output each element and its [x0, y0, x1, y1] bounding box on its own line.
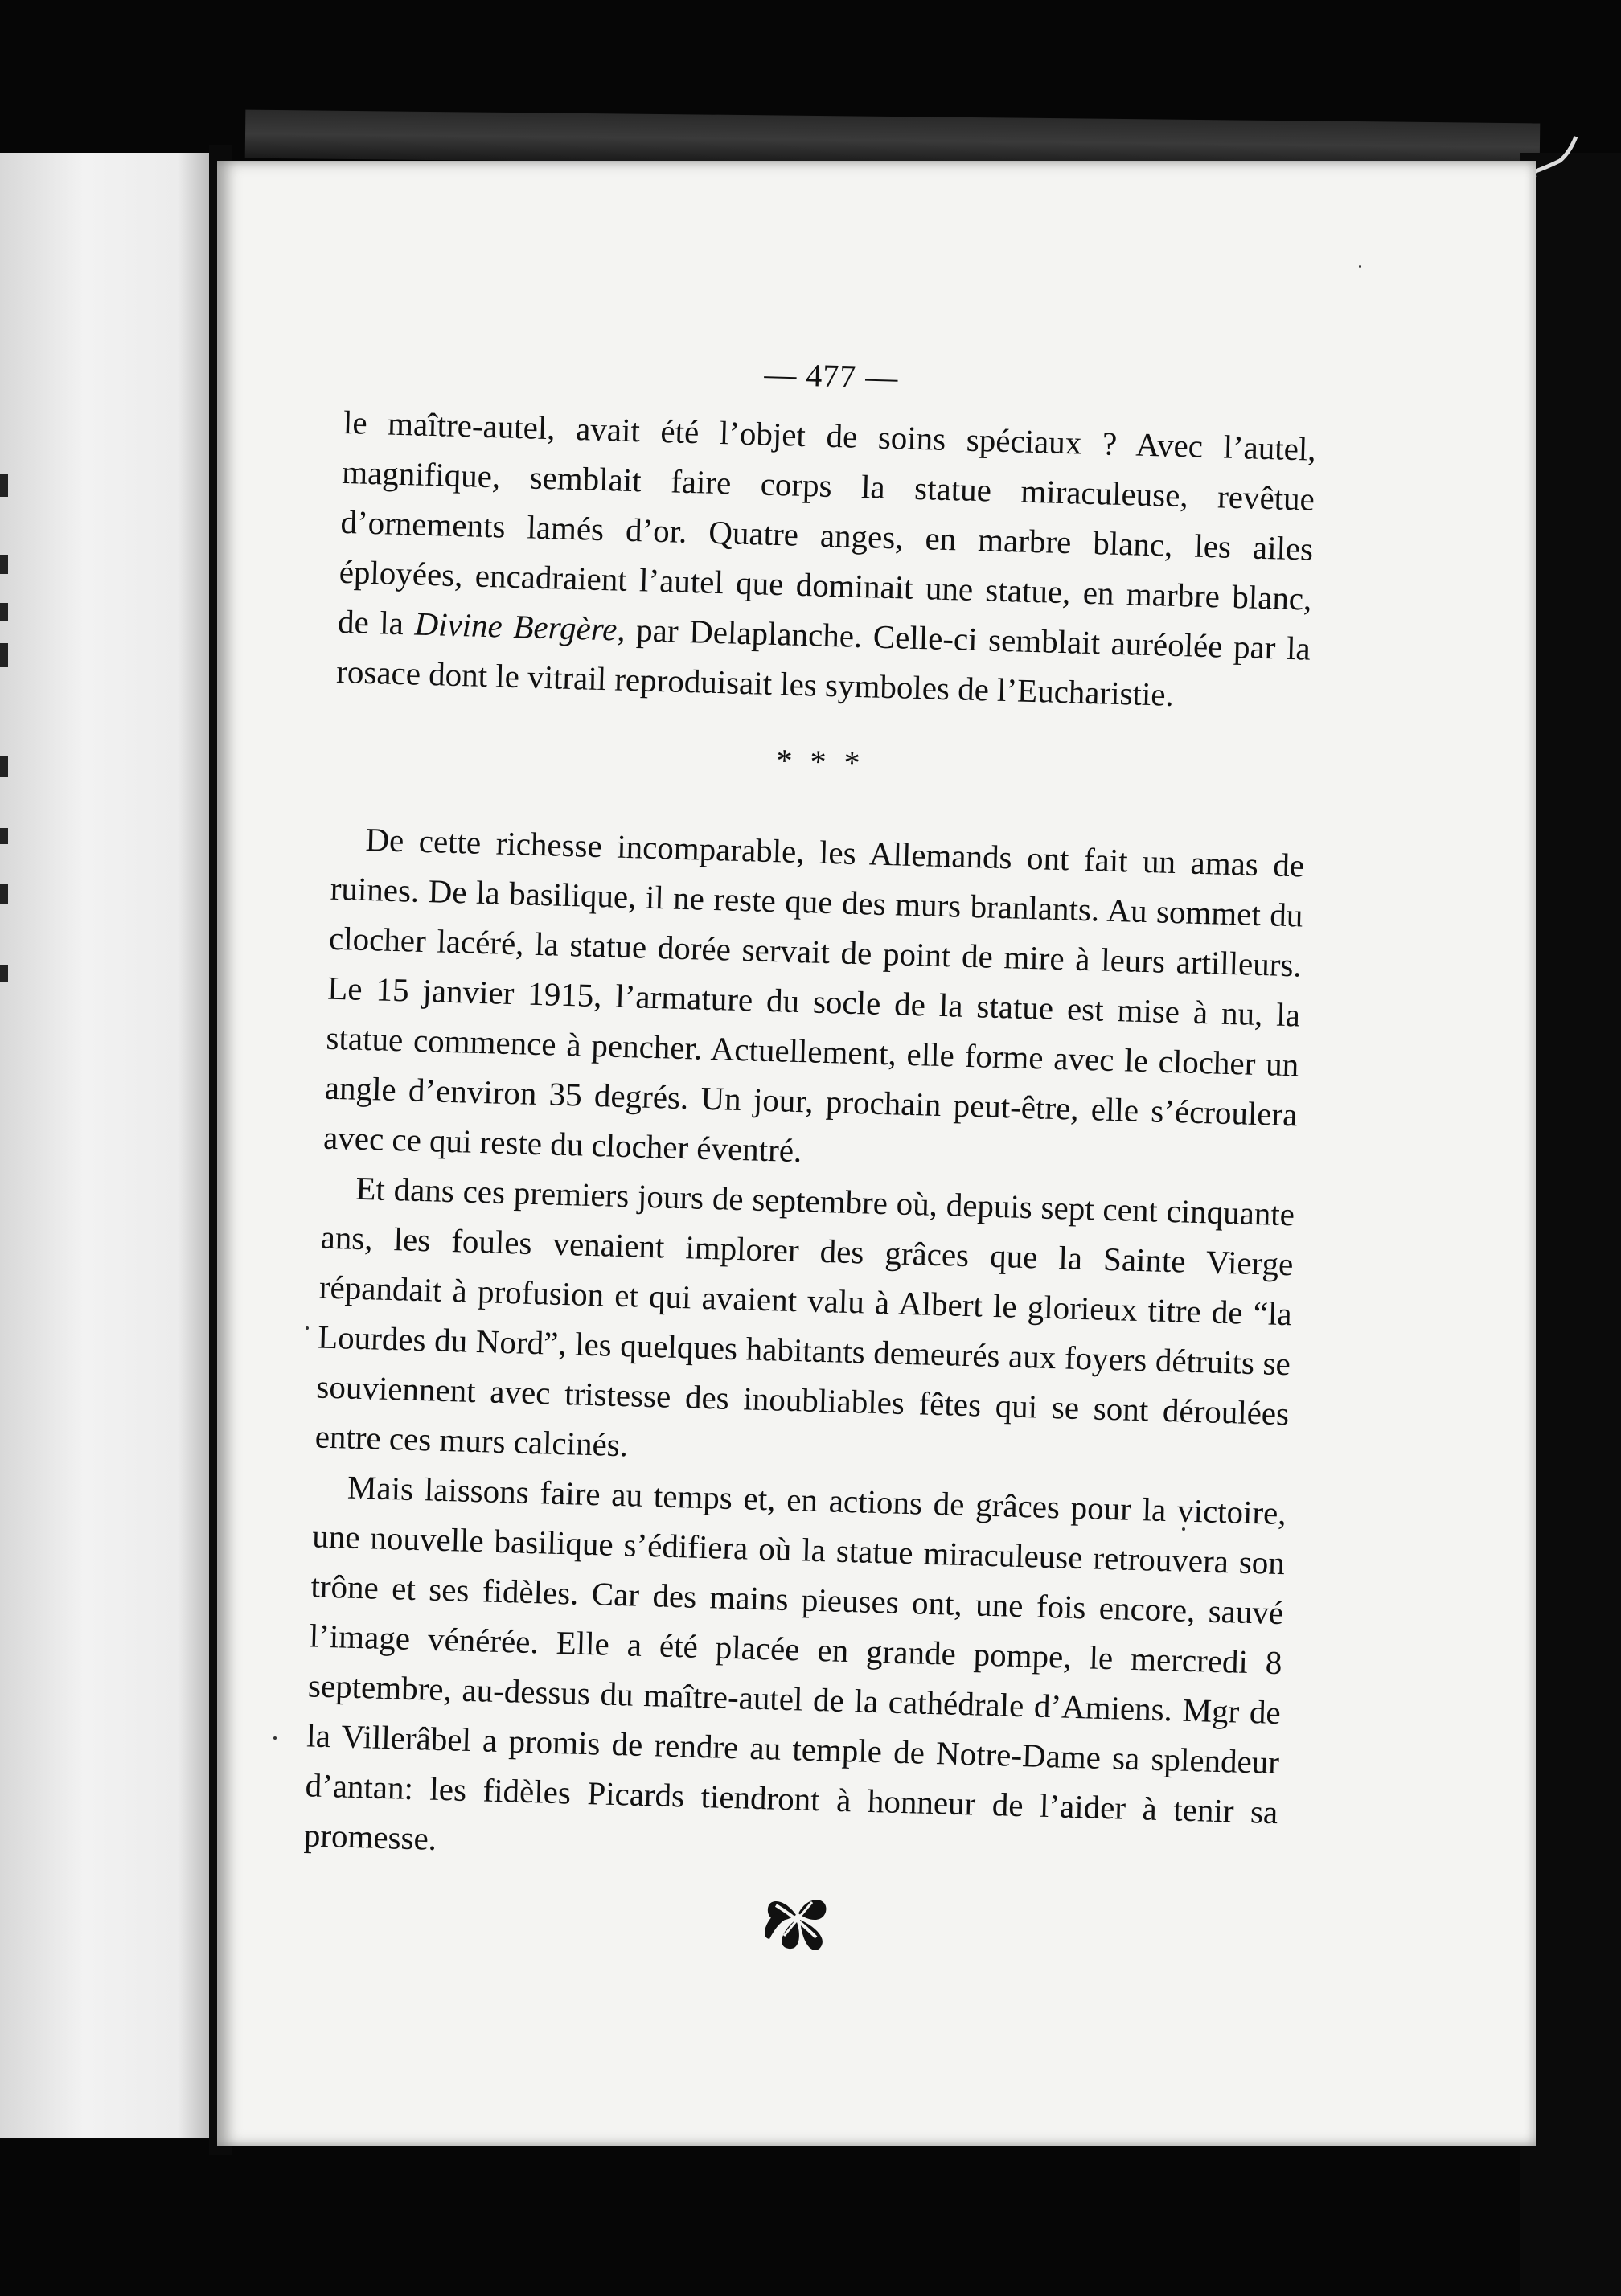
paragraph-1-text: le maître-autel, avait été l’objet de soins spéciaux ? Avec l’autel, magnifique, semblait faire corps la statue miraculeuse, revêtue d’ornements lamés d’or. Quatre anges, en marbre blanc, les ailes éployées, encadraient l’autel que dominait une statue, en marbre blanc, de la	[337, 403, 1317, 642]
paragraph-1-tail: par Delaplanche. Celle-ci semblait auréolée par la rosace dont le vitrail reproduisait les symboles de l’Eucharistie.	[335, 610, 1311, 713]
paragraph-september: Et dans ces premiers jours de septembre où, depuis sept cent cinquante ans, les foules venaient implorer des grâces que la Sainte Vierge répandait à profusion et qui avaient valu à Albert le glorieux titre de “la Lourdes du Nord”, les quelques habitants demeurés aux foyers détruits se souviennent avec tristesse des inoubliables fêtes qui se sont déroulées entre ces murs calcinés.	[314, 1169, 1295, 1464]
paragraph-new-basilica: Mais laissons faire au temps et, en actions de grâces pour la victoire, une nouvelle basilique s’édifiera où la statue miraculeuse retrouvera son trône et ses fidèles. Car des mains pieuses ont, une fois encore, sauvé l’image vénérée. Elle a été placée en grande pompe, le mercredi 8 septembre, au-dessus du maître-autel de la cathédrale d’Amiens. Mgr de la Villerâbel a promis de rendre au temple de Notre-Dame sa splendeur d’antan: les fidèles Picards tiendront à honneur de l’aider à tenir sa promesse.	[303, 1468, 1287, 1857]
left-facing-page	[0, 153, 209, 2138]
page-number: — 477 —	[763, 355, 900, 396]
paragraph-ruins: De cette richesse incomparable, les Allemands ont fait un amas de ruines. De la basilique, il ne reste que des murs branlants. Au sommet du clocher lacéré, la statue dorée servait de point de mire à leurs artilleurs. Le 15 janvier 1915, l’armature du socle de la statue est mise à nu, la statue commence à pencher. Actuellement, elle forme avec le clocher un angle d’environ 35 degrés. Un jour, prochain peut-être, elle s’écroulera avec ce qui reste du clocher éventré.	[322, 820, 1305, 1170]
clover-ornament-icon	[752, 1873, 840, 1962]
section-separator: * * *	[775, 742, 866, 781]
paragraph-altar-description	[336, 397, 1317, 724]
italic-title-divine-bergere: Divine Bergère,	[413, 605, 626, 648]
page-text-block	[303, 338, 1318, 1887]
